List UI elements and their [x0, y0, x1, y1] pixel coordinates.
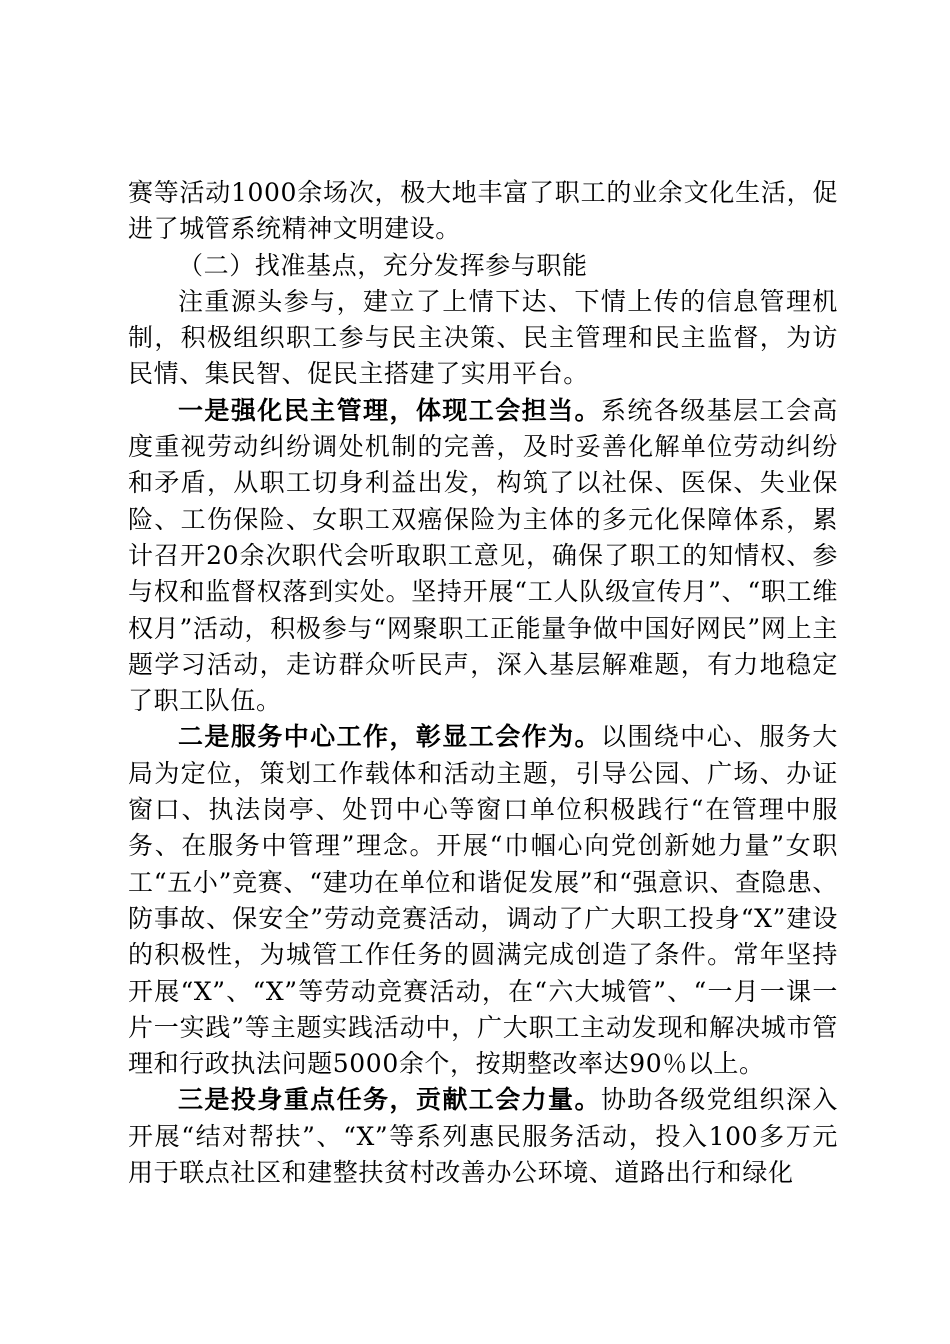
paragraph-point-one — [128, 393, 838, 720]
document-body — [128, 175, 838, 1191]
section-heading-text: （二）找准基点，充分发挥参与职能 — [178, 250, 588, 280]
paragraph-point-two — [128, 719, 838, 1082]
paragraph-point-three — [128, 1082, 838, 1191]
paragraph-lead: 一是强化民主管理，体现工会担当。 — [178, 395, 601, 425]
paragraph-continuation — [128, 175, 838, 248]
paragraph-lead: 三是投身重点任务，贡献工会力量。 — [178, 1085, 601, 1115]
paragraph-intro — [128, 284, 838, 393]
paragraph-text: 赛等活动1000余场次，极大地丰富了职工的业余文化生活，促进了城管系统精神文明建设。 — [128, 178, 838, 244]
paragraph-text: 协助各级党组织深入开展“结对帮扶”、“X”等系列惠民服务活动，投入100多万元用于联点社区和建整扶贫村改善办公环境、道路出行和绿化 — [128, 1085, 838, 1188]
section-heading — [128, 248, 838, 284]
paragraph-text: 以围绕中心、服务大局为定位，策划工作载体和活动主题，引导公园、广场、办证窗口、执法岗亭、处罚中心等窗口单位积极践行“在管理中服务、在服务中管理”理念。开展“巾帼心向党创新她力量”女职工“五小”竞赛、“建功在单位和谐促发展”和“强意识、查隐患、防事故、保安全”劳动竞赛活动，调动了广大职工投身“X”建设的积极性，为城管工作任务的圆满完成创造了条件。常年坚持开展“X”、“X”等劳动竞赛活动，在“六大城管”、“一月一课一片一实践”等主题实践活动中，广大职工主动发现和解决城市管理和行政执法问题5000余个，按期整改率达90％以上。 — [128, 722, 838, 1079]
paragraph-text: 系统各级基层工会高度重视劳动纠纷调处机制的完善，及时妥善化解单位劳动纠纷和矛盾，从职工切身利益出发，构筑了以社保、医保、失业保险、工伤保险、女职工双癌保险为主体的多元化保障体系，累计召开20余次职代会听取职工意见，确保了职工的知情权、参与权和监督权落到实处。坚持开展“工人队级宣传月”、“职工维权月”活动，积极参与“网聚职工正能量争做中国好网民”网上主题学习活动，走访群众听民声，深入基层解难题，有力地稳定了职工队伍。 — [128, 395, 838, 716]
paragraph-lead: 二是服务中心工作，彰显工会作为。 — [178, 722, 601, 752]
paragraph-text: 注重源头参与，建立了上情下达、下情上传的信息管理机制，积极组织职工参与民主决策、民主管理和民主监督，为访民情、集民智、促民主搭建了实用平台。 — [128, 286, 838, 389]
